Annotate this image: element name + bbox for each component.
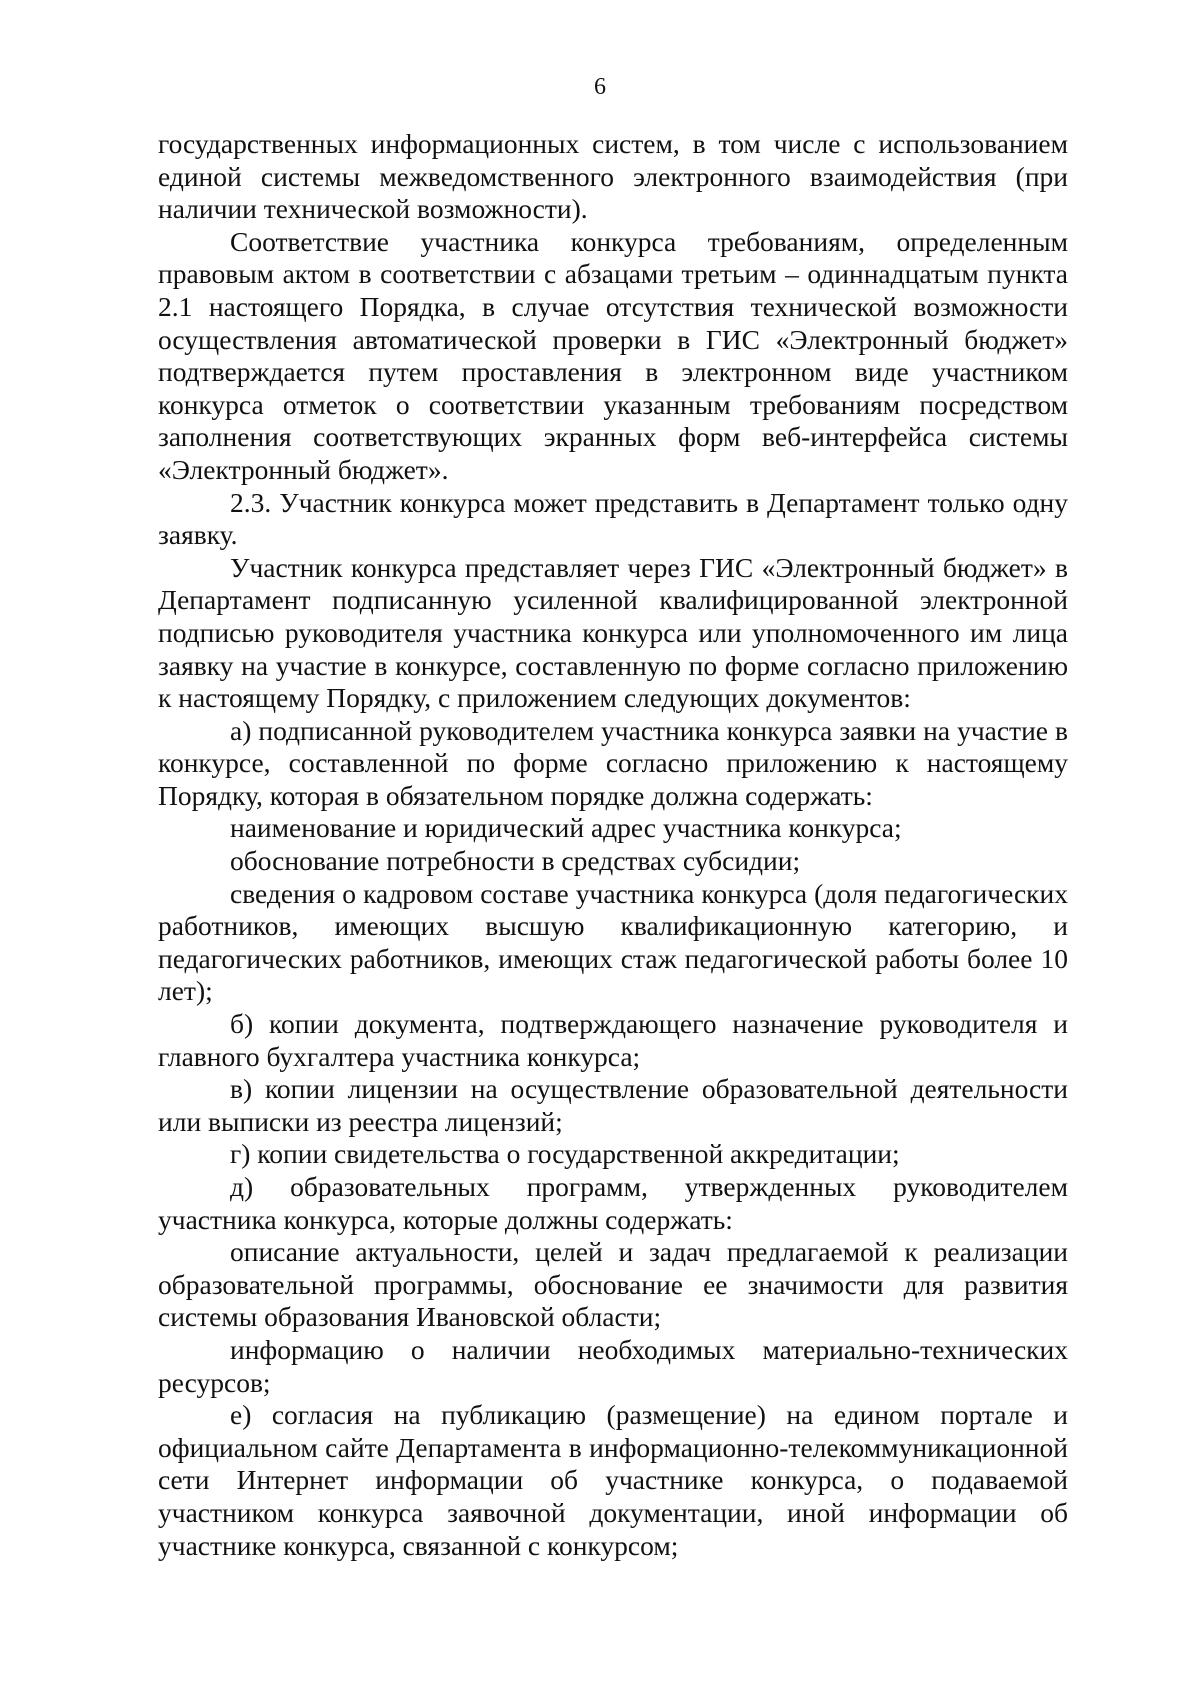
list-subitem-program-description: описание актуальности, целей и задач предлагаемой к реализации образовательной программы, обоснование ее значимости для развития системы образования Ивановской области;: [158, 1236, 1068, 1333]
list-item-d: д) образовательных программ, утвержденных руководителем участника конкурса, которые должны содержать:: [158, 1171, 1068, 1235]
list-subitem-resources-info: информацию о наличии необходимых материально-технических ресурсов;: [158, 1333, 1068, 1398]
list-item-e: е) согласия на публикацию (размещение) на едином портале и официальном сайте Департамента в информационно-телекоммуникационной сети Интернет информации об участнике конкурса, о подаваемой участником конкурса заявочной документации, иной информации об участнике конкурса, связанной с конкурсом;: [158, 1399, 1068, 1561]
list-item-b: б) копии документа, подтверждающего назначение руководителя и главного бухгалтера участника конкурса;: [158, 1008, 1068, 1072]
page-number: 6: [594, 74, 606, 100]
list-subitem-name-address: наименование и юридический адрес участника конкурса;: [230, 812, 902, 844]
list-item-a: а) подписанной руководителем участника конкурса заявки на участие в конкурсе, составленной по форме согласно приложению к настоящему Порядку, которая в обязательном порядке должна содержать:: [158, 714, 1068, 811]
paragraph-compliance: Соответствие участника конкурса требованиям, определенным правовым актом в соответствии с абзацами третьим – одиннадцатым пункта 2.1 настоящего Порядка, в случае отсутствия технической возможности осуществления автоматической проверки в ГИС «Электронный бюджет» подтверждается путем проставления в электронном виде участником конкурса отметок о соответствии указанным требованиям посредством заполнения соответствующих экранных форм веб-интерфейса системы «Электронный бюджет».: [158, 225, 1068, 485]
list-subitem-need-justification: обоснование потребности в средствах субсидии;: [230, 845, 801, 877]
list-item-v: в) копии лицензии на осуществление образовательной деятельности или выписки из реестра лицензий;: [158, 1073, 1068, 1137]
paragraph-continuation: государственных информационных систем, в том числе с использованием единой системы межведомственного электронного взаимодействия (при наличии технической возможности).: [158, 128, 1068, 225]
paragraph-application-submission: Участник конкурса представляет через ГИС «Электронный бюджет» в Департамент подписанную усиленной квалифицированной электронной подписью руководителя участника конкурса или уполномоченного им лица заявку на участие в конкурсе, составленную по форме согласно приложению к настоящему Порядку, с приложением следующих документов:: [158, 551, 1068, 714]
list-item-g: г) копии свидетельства о государственной аккредитации;: [230, 1138, 900, 1170]
document-body: [158, 128, 1068, 1562]
paragraph-clause-2-3: 2.3. Участник конкурса может представить в Департамент только одну заявку.: [158, 486, 1068, 551]
list-subitem-staff-info: сведения о кадровом составе участника конкурса (доля педагогических работников, имеющих высшую квалификационную категорию, и педагогических работников, имеющих стаж педагогической работы более 10 лет);: [158, 877, 1068, 1007]
